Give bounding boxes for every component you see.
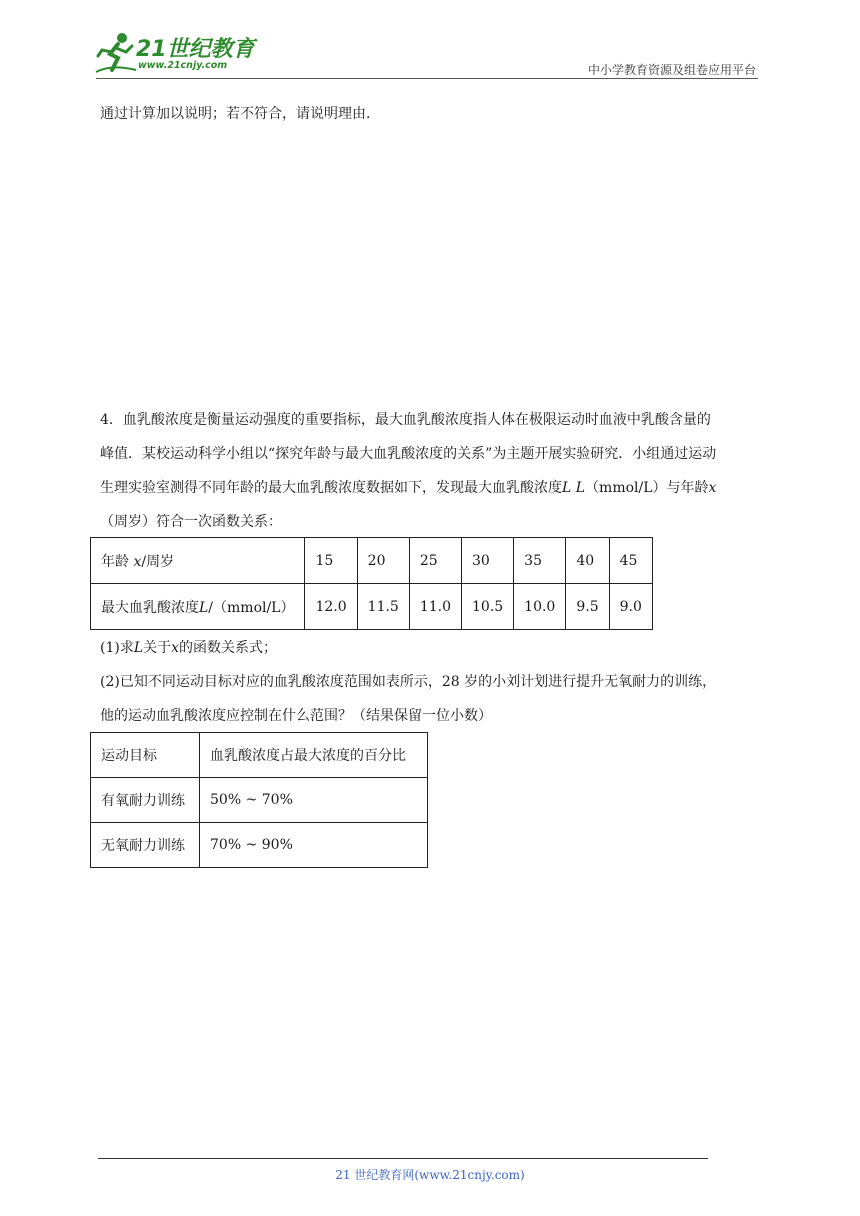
table-header-cell: 运动目标: [91, 733, 200, 778]
question4-line4: （周岁）符合一次函数关系：: [100, 514, 282, 530]
footer-divider: [98, 1158, 708, 1159]
table-cell: 15: [305, 538, 357, 584]
header-divider: [96, 78, 758, 79]
table-cell: 40: [566, 538, 609, 584]
table-cell: 35: [514, 538, 566, 584]
table-row: [91, 823, 428, 868]
table-cell: 11.0: [409, 584, 461, 630]
sub-question-2-line2: 他的运动血乳酸浓度应控制在什么范围？（结果保留一位小数）: [100, 708, 492, 724]
table-cell: 50% ~ 70%: [200, 778, 428, 823]
table-cell: 45: [609, 538, 652, 584]
logo-text: 21世纪教育: [136, 37, 255, 62]
table-cell: 10.5: [462, 584, 514, 630]
table-row: [91, 584, 653, 630]
logo-url: www.21cnjy.com: [138, 60, 228, 71]
question4-line1: 4．血乳酸浓度是衡量运动强度的重要指标，最大血乳酸浓度指人体在极限运动时血液中乳酸含量的: [100, 412, 711, 428]
age-concentration-table: [90, 537, 653, 630]
table-cell: 9.5: [566, 584, 609, 630]
table-cell: 30: [462, 538, 514, 584]
table-cell: 有氧耐力训练: [91, 778, 200, 823]
intro-text: 通过计算加以说明；若不符合，请说明理由.: [100, 106, 371, 122]
table-cell: 9.0: [609, 584, 652, 630]
sub-question-2-line1: (2)已知不同运动目标对应的血乳酸浓度范围如表所示，28 岁的小刘计划进行提升无氧耐力的训练，: [100, 674, 717, 690]
row-header-age: 年龄 x/周岁: [91, 538, 305, 584]
training-target-table: [90, 732, 428, 868]
sub-question-1: (1)求L关于x的函数关系式；: [100, 640, 278, 656]
table-cell: 11.5: [357, 584, 409, 630]
table-row: [91, 778, 428, 823]
platform-name: 中小学教育资源及组卷应用平台: [587, 63, 756, 77]
table-row: [91, 538, 653, 584]
runner-logo-icon: [92, 30, 138, 76]
table-cell: 无氧耐力训练: [91, 823, 200, 868]
question4-line2: 峰值．某校运动科学小组以“探究年龄与最大血乳酸浓度的关系”为主题开展实验研究．小组通过运动: [100, 446, 717, 462]
table-cell: 20: [357, 538, 409, 584]
site-logo[interactable]: [92, 30, 262, 78]
table-cell: 70% ~ 90%: [200, 823, 428, 868]
table-header-cell: 血乳酸浓度占最大浓度的百分比: [200, 733, 428, 778]
table-cell: 12.0: [305, 584, 357, 630]
row-header-concentration: 最大血乳酸浓度L/（mmol/L）: [91, 584, 305, 630]
page-header: [0, 0, 860, 82]
question4-line3: 生理实验室测得不同年龄的最大血乳酸浓度数据如下，发现最大血乳酸浓度L L（mmol/L）与年龄x: [100, 480, 717, 496]
footer-link[interactable]: 21 世纪教育网(www.21cnjy.com): [335, 1168, 525, 1182]
table-row: [91, 733, 428, 778]
table-cell: 10.0: [514, 584, 566, 630]
table-cell: 25: [409, 538, 461, 584]
